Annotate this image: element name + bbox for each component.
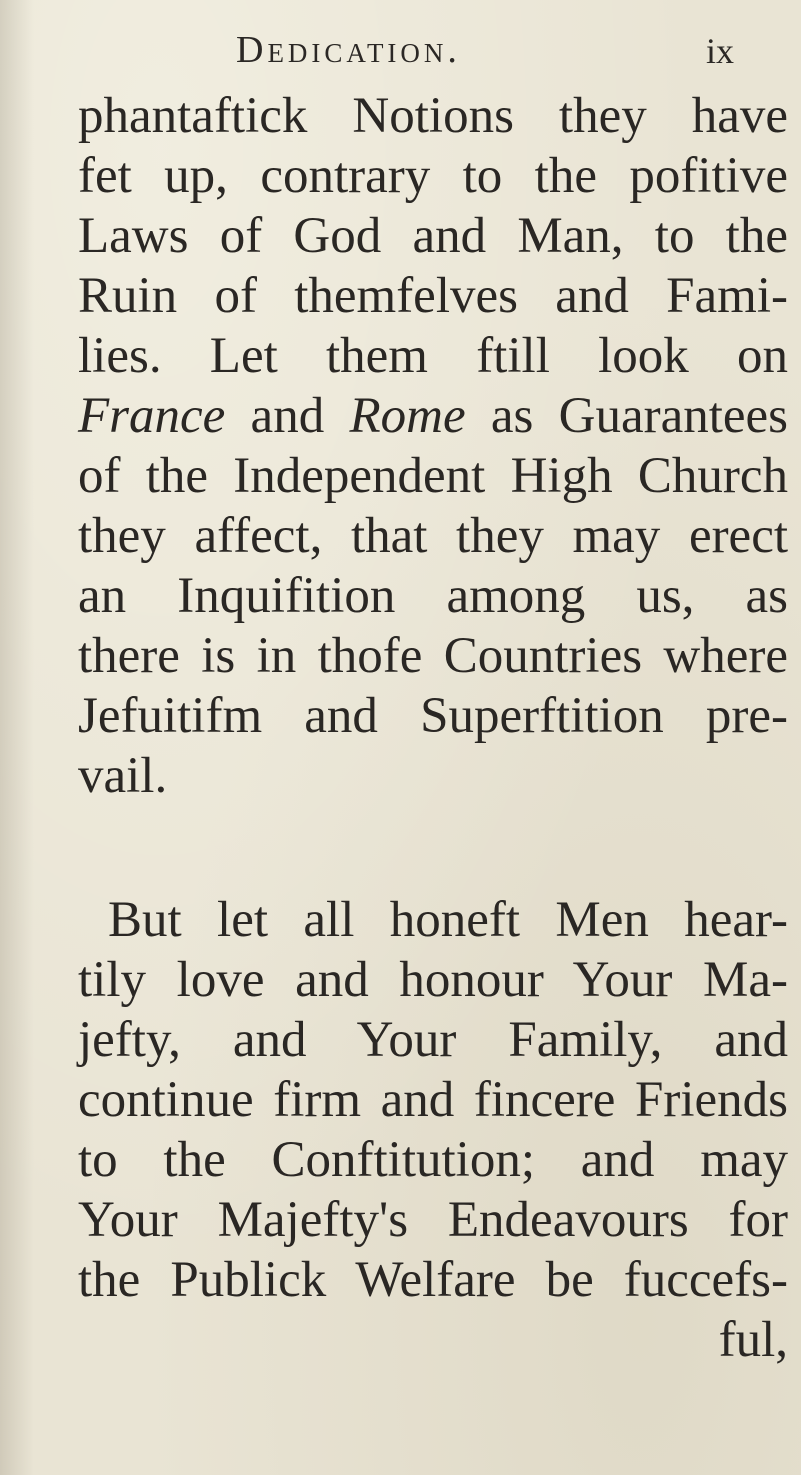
text-line: ful,	[718, 1312, 788, 1368]
text-line: Your Majefty's Endeavours for	[78, 1192, 788, 1248]
text-line: lies. Let them ftill look on	[78, 328, 788, 384]
text-line: of the Independent High Church	[78, 448, 788, 504]
text-line: Jefuitifm and Superftition pre-	[78, 688, 788, 744]
italic-place-name: France	[78, 388, 226, 444]
text-line-fragment: France and Rome as Guarantees	[78, 388, 788, 444]
paragraph-1	[48, 86, 788, 806]
running-title: Dedication.	[236, 29, 461, 71]
italic-place-name: Rome	[349, 388, 466, 444]
paragraph-2	[48, 890, 788, 1370]
text-line: fet up, contrary to the pofitive	[78, 148, 788, 204]
text-line: they affect, that they may erect	[78, 508, 788, 564]
text-line: Laws of God and Man, to the	[78, 208, 788, 264]
text-line: the Publick Welfare be fuccefs-	[78, 1252, 788, 1308]
page-edge-shadow	[0, 0, 34, 1475]
text-line: jefty, and Your Family, and	[78, 1012, 788, 1068]
text-line-italic-places	[48, 386, 788, 446]
paragraph-gap	[48, 806, 788, 890]
text-line: to the Conftitution; and may	[78, 1132, 788, 1188]
text-line: tily love and honour Your Ma-	[78, 952, 788, 1008]
text-line: phantaftick Notions they have	[78, 88, 788, 144]
page-number: ix	[706, 31, 735, 71]
text-line: Ruin of themfelves and Fami-	[78, 268, 788, 324]
running-head	[0, 20, 801, 80]
text-line: continue firm and fincere Friends	[78, 1072, 788, 1128]
text-line: But let all honeft Men hear-	[108, 892, 788, 948]
text-line: vail.	[78, 748, 168, 804]
body-text	[48, 86, 788, 1370]
text-line: an Inquifition among us, as	[78, 568, 788, 624]
text-line: there is in thofe Countries where	[78, 628, 788, 684]
